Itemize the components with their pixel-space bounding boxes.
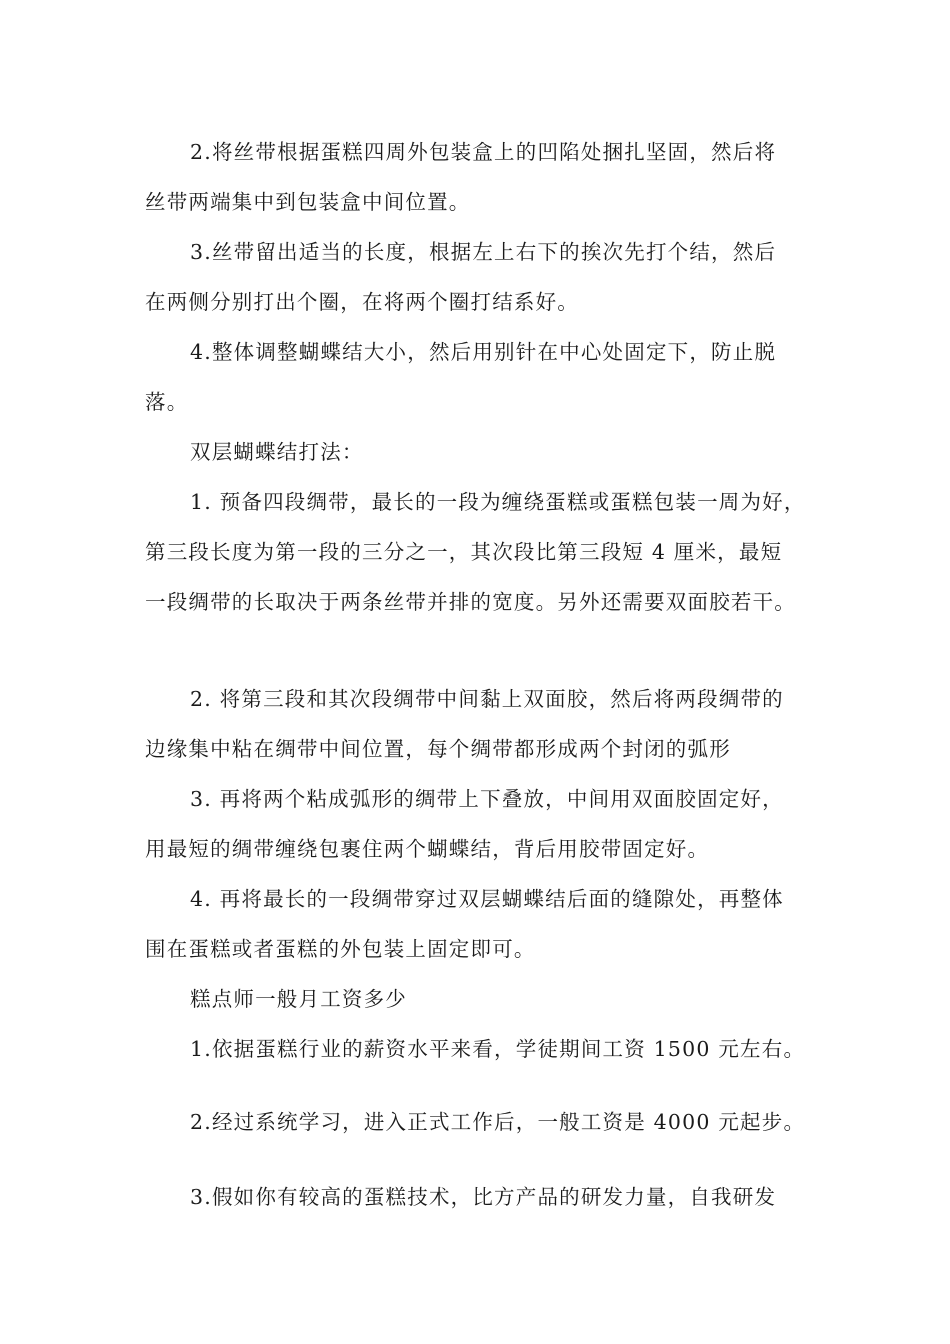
paragraph-line: 3.丝带留出适当的长度，根据左上右下的挨次先打个结，然后 [190,240,777,264]
paragraph-line: 4.整体调整蝴蝶结大小，然后用别针在中心处固定下，防止脱 [190,340,777,364]
section-heading: 双层蝴蝶结打法： [190,440,364,464]
paragraph-line: 3.假如你有较高的蛋糕技术，比方产品的研发力量，自我研发 [190,1185,777,1209]
paragraph-line: 2.经过系统学习，进入正式工作后，一般工资是 4000 元起步。 [190,1110,806,1134]
paragraph-line: 4. 再将最长的一段绸带穿过双层蝴蝶结后面的缝隙处，再整体 [190,887,784,911]
paragraph-line: 2. 将第三段和其次段绸带中间黏上双面胶，然后将两段绸带的 [190,687,784,711]
paragraph-line: 围在蛋糕或者蛋糕的外包装上固定即可。 [145,937,536,961]
paragraph-line: 边缘集中粘在绸带中间位置，每个绸带都形成两个封闭的弧形 [145,737,731,761]
paragraph-line: 1.依据蛋糕行业的薪资水平来看，学徒期间工资 1500 元左右。 [190,1037,806,1061]
paragraph-line: 一段绸带的长取决于两条丝带并排的宽度。另外还需要双面胶若干。 [145,590,796,614]
paragraph-line: 用最短的绸带缠绕包裹住两个蝴蝶结，背后用胶带固定好。 [145,837,710,861]
paragraph-line: 3. 再将两个粘成弧形的绸带上下叠放，中间用双面胶固定好， [190,787,784,811]
paragraph-line: 丝带两端集中到包装盒中间位置。 [145,190,471,214]
paragraph-line: 1. 预备四段绸带，最长的一段为缠绕蛋糕或蛋糕包装一周为好， [190,490,806,514]
paragraph-line: 第三段长度为第一段的三分之一，其次段比第三段短 4 厘米，最短 [145,540,783,564]
paragraph-line: 2.将丝带根据蛋糕四周外包装盒上的凹陷处捆扎坚固，然后将 [190,140,777,164]
paragraph-line: 落。 [145,390,189,414]
paragraph-line: 在两侧分别打出个圈，在将两个圈打结系好。 [145,290,579,314]
section-heading: 糕点师一般月工资多少 [190,987,407,1011]
